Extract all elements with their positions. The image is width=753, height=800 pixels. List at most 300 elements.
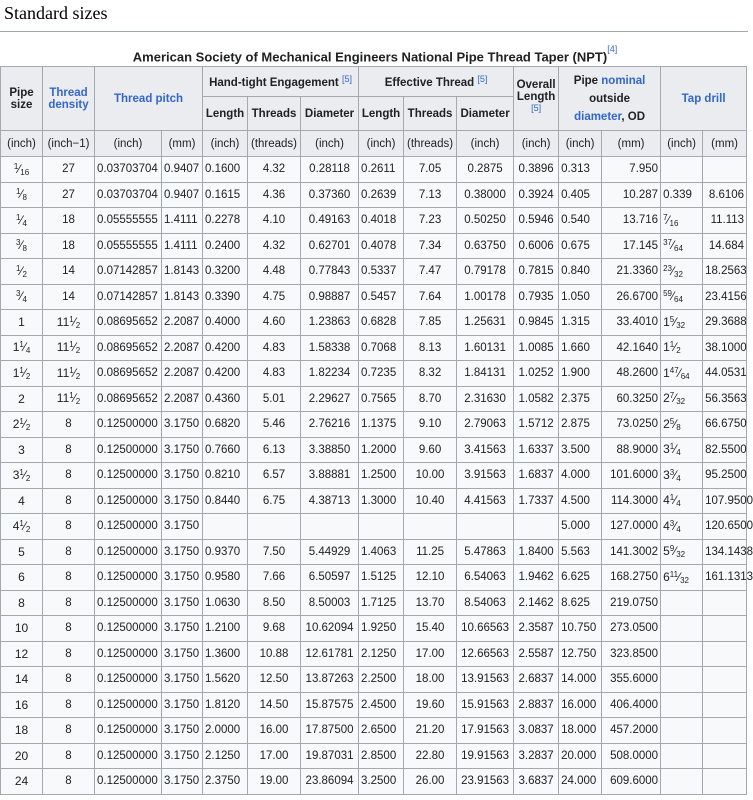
od-inch-cell: 1.315	[559, 310, 602, 336]
hand-diameter-cell: 12.61781	[301, 641, 359, 667]
hand-threads-cell: 19.00	[248, 769, 301, 795]
tap-inch-cell: $1^{47}⁄64$	[661, 361, 703, 387]
fraction-whole: 3	[12, 467, 20, 482]
fraction-whole: 2	[663, 391, 670, 406]
od-inch-cell: 2.875	[559, 412, 602, 438]
fraction-denominator: 2	[22, 269, 27, 279]
fraction-numerator: 1	[69, 365, 74, 375]
thread-density-cell: 8	[43, 590, 95, 616]
unit-header: (threads)	[248, 131, 301, 157]
tap-mm-cell: 134.1438	[703, 539, 747, 565]
fraction-whole: 1	[12, 340, 20, 355]
thread-density-cell: 8	[43, 565, 95, 591]
fraction-whole: 2	[12, 416, 20, 431]
od-mm-cell: 141.3002	[602, 539, 661, 565]
table-row	[1, 539, 747, 565]
unit-header: (inch)	[457, 131, 514, 157]
pitch-inch-cell: 0.12500000	[95, 667, 162, 693]
pitch-mm-cell: 0.9407	[162, 157, 203, 183]
eff-threads-cell: 7.23	[404, 208, 457, 234]
overall-length-cell: 1.5712	[514, 412, 559, 438]
fraction-numerator: 37	[663, 238, 672, 248]
hand-threads-cell: 5.46	[248, 412, 301, 438]
eff-length-cell: 2.8500	[359, 743, 404, 769]
thread-density-cell: 27	[43, 182, 95, 208]
tap-mm-cell: 161.1313	[703, 565, 747, 591]
fraction-whole: 24	[14, 774, 29, 789]
overall-length-cell: 2.5587	[514, 641, 559, 667]
thread-density-cell: 14	[43, 284, 95, 310]
pitch-mm-cell: 3.1750	[162, 565, 203, 591]
hand-length-cell: 0.7660	[203, 437, 248, 463]
od-inch-cell: 8.625	[559, 590, 602, 616]
tap-inch-cell: $2^7⁄32$	[661, 386, 703, 412]
eff-length-cell: 2.1250	[359, 641, 404, 667]
hand-threads-cell: 7.66	[248, 565, 301, 591]
pitch-inch-cell: 0.12500000	[95, 769, 162, 795]
pipe-size-cell: $4^1⁄2$	[1, 514, 43, 540]
eff-threads-cell: 11.25	[404, 539, 457, 565]
pitch-inch-cell: 0.08695652	[95, 310, 162, 336]
od-inch-cell: 10.750	[559, 616, 602, 642]
overall-length-cell: 3.6837	[514, 769, 559, 795]
eff-diameter-cell: 1.84131	[457, 361, 514, 387]
eff-diameter-cell: 1.25631	[457, 310, 514, 336]
tap-inch-cell	[661, 718, 703, 744]
pipe-size-cell	[1, 769, 43, 795]
pipe-size-cell	[1, 539, 43, 565]
eff-diameter-cell	[457, 514, 514, 540]
pitch-inch-cell: 0.12500000	[95, 692, 162, 718]
eff-length-cell: 0.7068	[359, 335, 404, 361]
od-inch-cell: 5.000	[559, 514, 602, 540]
fraction-denominator: 32	[676, 320, 686, 330]
pipe-size-cell	[1, 565, 43, 591]
hand-diameter-cell: 4.38713	[301, 488, 359, 514]
pitch-mm-cell: 1.4111	[162, 233, 203, 259]
tap-inch-cell	[661, 641, 703, 667]
fraction-whole: 2	[18, 391, 25, 406]
header-hand-tight	[203, 67, 359, 97]
od-inch-cell: 18.000	[559, 718, 602, 744]
overall-length-cell: 1.0252	[514, 361, 559, 387]
pipe-size-cell	[1, 616, 43, 642]
overall-length-cell: 1.8400	[514, 539, 559, 565]
hand-diameter-cell: 1.23863	[301, 310, 359, 336]
hand-threads-cell: 4.60	[248, 310, 301, 336]
eff-diameter-cell: 0.50250	[457, 208, 514, 234]
fraction-denominator: 64	[680, 371, 690, 381]
od-mm-cell: 273.0500	[602, 616, 661, 642]
tap-inch-cell	[661, 692, 703, 718]
pitch-mm-cell: 3.1750	[162, 641, 203, 667]
hand-length-cell: 0.3200	[203, 259, 248, 285]
od-mm-cell: 323.8500	[602, 641, 661, 667]
hand-tight-ref[interactable]: [5]	[341, 74, 352, 84]
overall-length-cell: 3.2837	[514, 743, 559, 769]
pipe-size-cell: $^1$⁄4	[1, 208, 43, 234]
fraction-denominator: 16	[669, 218, 679, 228]
fraction-denominator: 64	[674, 295, 683, 305]
hand-diameter-cell: 2.76216	[301, 412, 359, 438]
pitch-inch-cell: 0.12500000	[95, 488, 162, 514]
overall-length-cell: 1.7337	[514, 488, 559, 514]
pitch-inch-cell: 0.12500000	[95, 743, 162, 769]
od-mm-cell: 355.6000	[602, 667, 661, 693]
hand-length-cell: 1.5620	[203, 667, 248, 693]
unit-header: (inch−1)	[43, 131, 95, 157]
fraction-whole: 1	[663, 340, 670, 355]
tap-inch-cell: $1^1⁄2$	[661, 335, 703, 361]
tap-mm-cell: 18.2563	[703, 259, 747, 285]
od-mm-cell: 88.9000	[602, 437, 661, 463]
eff-threads-cell: 8.70	[404, 386, 457, 412]
table-row	[1, 718, 747, 744]
unit-header: (mm)	[703, 131, 747, 157]
fraction-denominator: 2	[25, 422, 31, 432]
subheader-eff-diameter: Diameter	[457, 97, 514, 131]
eff-length-cell: 1.2000	[359, 437, 404, 463]
thread-density-cell: 8	[43, 718, 95, 744]
hand-threads-cell: 6.57	[248, 463, 301, 489]
pitch-inch-cell: 0.12500000	[95, 590, 162, 616]
eff-threads-cell: 13.70	[404, 590, 457, 616]
eff-length-cell: 0.2639	[359, 182, 404, 208]
fraction-denominator: 2	[75, 371, 81, 381]
pitch-inch-cell: 0.05555555	[95, 233, 162, 259]
hand-threads-cell: 7.50	[248, 539, 301, 565]
thread-density-cell: $11^1⁄2$	[43, 361, 95, 387]
table-body	[1, 157, 753, 795]
fraction-whole: 1	[12, 365, 20, 380]
overall-length-cell: 1.0582	[514, 386, 559, 412]
od-mm-cell: 10.287	[602, 182, 661, 208]
pitch-inch-cell: 0.12500000	[95, 641, 162, 667]
eff-threads-cell: 7.34	[404, 233, 457, 259]
fraction-numerator: 3	[16, 238, 21, 248]
hand-threads-cell: 4.32	[248, 233, 301, 259]
fraction-whole: 18	[14, 723, 29, 738]
thread-density-cell: 8	[43, 667, 95, 693]
hand-length-cell: 1.2100	[203, 616, 248, 642]
fraction-denominator: 2	[25, 473, 31, 483]
overall-length-cell: 0.3924	[514, 182, 559, 208]
hand-length-cell: 0.1600	[203, 157, 248, 183]
table-row	[1, 208, 747, 234]
thread-density-cell: 8	[43, 412, 95, 438]
thread-density-cell: 8	[43, 463, 95, 489]
table-row	[1, 667, 747, 693]
overall-label: Overall Length	[516, 79, 556, 103]
effective-ref[interactable]: [5]	[477, 74, 488, 84]
od-inch-cell: 5.563	[559, 539, 602, 565]
tap-mm-cell: 23.4156	[703, 284, 747, 310]
hand-diameter-cell: 5.44929	[301, 539, 359, 565]
fraction-whole: 4	[18, 493, 25, 508]
hand-diameter-cell: 17.87500	[301, 718, 359, 744]
eff-length-cell: 1.2500	[359, 463, 404, 489]
fraction-whole: 5	[663, 544, 670, 559]
fraction-numerator: 9	[669, 544, 675, 554]
od-mm-cell: 508.0000	[602, 743, 661, 769]
pipe-size-cell	[1, 310, 43, 336]
fraction-whole: 6	[663, 569, 670, 584]
hand-diameter-cell: 1.82234	[301, 361, 359, 387]
subheader-eff-length: Length	[359, 97, 404, 131]
thread-density-cell: $11^1⁄2$	[43, 386, 95, 412]
overall-length-cell: 1.6337	[514, 437, 559, 463]
pitch-mm-cell: 1.8143	[162, 259, 203, 285]
pitch-mm-cell: 3.1750	[162, 667, 203, 693]
table-row	[1, 361, 747, 387]
hand-tight-label: Hand-tight Engagement	[209, 77, 339, 89]
pitch-mm-cell: 3.1750	[162, 463, 203, 489]
tap-inch-cell: $^{59}$⁄64	[661, 284, 703, 310]
od-mm-cell: 127.0000	[602, 514, 661, 540]
fraction-denominator: 32	[680, 575, 689, 585]
table-row	[1, 386, 747, 412]
hand-diameter-cell: 3.38850	[301, 437, 359, 463]
fraction-numerator: 3	[669, 467, 675, 477]
eff-threads-cell: 7.05	[404, 157, 457, 183]
eff-length-cell: 0.4078	[359, 233, 404, 259]
fraction-numerator: 7	[669, 391, 675, 401]
eff-length-cell: 0.5337	[359, 259, 404, 285]
eff-diameter-cell: 5.47863	[457, 539, 514, 565]
hand-diameter-cell: 0.28118	[301, 157, 359, 183]
thread-density-cell: 8	[43, 514, 95, 540]
tap-inch-cell: $^{23}$⁄32	[661, 259, 703, 285]
pitch-mm-cell: 2.2087	[162, 386, 203, 412]
fraction-numerator: 1	[69, 340, 74, 350]
tap-mm-cell: 82.5500	[703, 437, 747, 463]
od-mm-cell: 21.3360	[602, 259, 661, 285]
pipe-size-cell: $1^1⁄4$	[1, 335, 43, 361]
thread-density-cell: $11^1⁄2$	[43, 310, 95, 336]
hand-length-cell: 1.0630	[203, 590, 248, 616]
od-inch-cell: 20.000	[559, 743, 602, 769]
overall-length-cell: 3.0837	[514, 718, 559, 744]
unit-header: (threads)	[404, 131, 457, 157]
fraction-denominator: 4	[676, 499, 681, 509]
thread-density-cell: 14	[43, 259, 95, 285]
eff-diameter-cell: 3.41563	[457, 437, 514, 463]
header-thread-density[interactable]: Thread density	[43, 67, 95, 131]
pitch-inch-cell: 0.12500000	[95, 514, 162, 540]
fraction-denominator: 32	[676, 550, 686, 560]
hand-threads-cell: 12.50	[248, 667, 301, 693]
hand-length-cell: 0.2400	[203, 233, 248, 259]
tap-inch-cell: $3^3⁄4$	[661, 463, 703, 489]
hand-length-cell: 0.4000	[203, 310, 248, 336]
od-inch-cell: 4.500	[559, 488, 602, 514]
eff-diameter-cell: 10.66563	[457, 616, 514, 642]
fraction-numerator: 1	[69, 314, 74, 324]
eff-diameter-cell: 4.41563	[457, 488, 514, 514]
fraction-denominator: 4	[22, 295, 27, 305]
thread-density-cell: 18	[43, 233, 95, 259]
pitch-mm-cell: 1.8143	[162, 284, 203, 310]
eff-length-cell: 0.2611	[359, 157, 404, 183]
fraction-denominator: 2	[25, 371, 31, 381]
pitch-mm-cell: 1.4111	[162, 208, 203, 234]
pitch-inch-cell: 0.07142857	[95, 259, 162, 285]
od-mm-cell: 168.2750	[602, 565, 661, 591]
tap-mm-cell	[703, 743, 747, 769]
pipe-od-diameter-link[interactable]: diameter	[574, 110, 622, 123]
fraction-whole: 14	[14, 672, 29, 687]
overall-length-cell: 0.5946	[514, 208, 559, 234]
eff-diameter-cell: 0.38000	[457, 182, 514, 208]
hand-diameter-cell: 0.77843	[301, 259, 359, 285]
eff-length-cell: 3.2500	[359, 769, 404, 795]
pipe-size-cell	[1, 718, 43, 744]
table-row	[1, 233, 747, 259]
tap-mm-cell: 29.3688	[703, 310, 747, 336]
thread-density-cell: 8	[43, 743, 95, 769]
overall-length-cell: 2.1462	[514, 590, 559, 616]
eff-length-cell: 1.1375	[359, 412, 404, 438]
fraction-whole: 4	[663, 493, 670, 508]
fraction-numerator: 23	[663, 263, 672, 273]
unit-header: (inch)	[301, 131, 359, 157]
pipe-od-outside: outside	[589, 92, 631, 105]
table-row	[1, 157, 747, 183]
caption-text: American Society of Mechanical Engineers National Pipe Thread Taper (NPT)	[132, 49, 608, 65]
pitch-mm-cell: 3.1750	[162, 539, 203, 565]
fraction-numerator: 1	[669, 442, 675, 452]
table-row	[1, 284, 747, 310]
eff-threads-cell: 8.13	[404, 335, 457, 361]
pipe-size-cell	[1, 386, 43, 412]
hand-length-cell: 0.9370	[203, 539, 248, 565]
pitch-mm-cell: 3.1750	[162, 743, 203, 769]
overall-ref[interactable]: [5]	[531, 103, 542, 113]
fraction-whole: 3	[663, 442, 670, 457]
hand-threads-cell: 5.01	[248, 386, 301, 412]
od-inch-cell: 3.500	[559, 437, 602, 463]
caption-ref-link[interactable]: [4]	[607, 44, 618, 54]
od-mm-cell: 101.6000	[602, 463, 661, 489]
section-heading: Standard sizes	[4, 3, 108, 23]
fraction-denominator: 4	[676, 524, 681, 534]
eff-length-cell	[359, 514, 404, 540]
header-pipe-size: Pipe size	[1, 67, 43, 131]
header-thread-pitch[interactable]: Thread pitch	[95, 67, 203, 131]
fraction-denominator: 32	[676, 397, 686, 407]
hand-length-cell: 0.4200	[203, 361, 248, 387]
hand-length-cell: 0.6820	[203, 412, 248, 438]
pitch-inch-cell: 0.08695652	[95, 361, 162, 387]
fraction-denominator: 2	[676, 346, 681, 356]
eff-diameter-cell: 3.91563	[457, 463, 514, 489]
hand-length-cell: 0.4360	[203, 386, 248, 412]
fraction-numerator: 1	[19, 340, 24, 350]
pipe-size-cell	[1, 488, 43, 514]
subheader-hand-diameter: Diameter	[301, 97, 359, 131]
od-mm-cell: 48.2600	[602, 361, 661, 387]
fraction-denominator: 4	[25, 346, 31, 356]
pipe-size-cell: $1^1⁄2$	[1, 361, 43, 387]
pitch-inch-cell: 0.05555555	[95, 208, 162, 234]
od-inch-cell: 4.000	[559, 463, 602, 489]
fraction-whole: 5	[18, 544, 25, 559]
unit-header: (mm)	[162, 131, 203, 157]
eff-length-cell: 0.7565	[359, 386, 404, 412]
od-inch-cell: 0.840	[559, 259, 602, 285]
od-mm-cell: 114.3000	[602, 488, 661, 514]
eff-threads-cell: 7.13	[404, 182, 457, 208]
pitch-inch-cell: 0.12500000	[95, 437, 162, 463]
od-mm-cell: 609.6000	[602, 769, 661, 795]
pipe-size-cell: $3^1⁄2$	[1, 463, 43, 489]
fraction-denominator: 2	[75, 397, 81, 407]
od-inch-cell: 1.050	[559, 284, 602, 310]
fraction-denominator: 32	[674, 269, 683, 279]
overall-length-cell	[514, 514, 559, 540]
eff-diameter-cell: 15.91563	[457, 692, 514, 718]
pipe-size-cell	[1, 590, 43, 616]
fraction-numerator: 1	[669, 493, 675, 503]
fraction-numerator: 1	[19, 518, 24, 528]
pitch-mm-cell: 3.1750	[162, 488, 203, 514]
fraction-whole: 11	[56, 365, 70, 380]
header-tap-drill[interactable]: Tap drill	[661, 67, 747, 131]
eff-threads-cell: 10.40	[404, 488, 457, 514]
fraction-numerator: 11	[669, 569, 679, 579]
od-inch-cell: 16.000	[559, 692, 602, 718]
eff-diameter-cell: 23.91563	[457, 769, 514, 795]
hand-diameter-cell: 15.87575	[301, 692, 359, 718]
pitch-inch-cell: 0.08695652	[95, 335, 162, 361]
hand-diameter-cell: 2.29627	[301, 386, 359, 412]
tap-mm-cell: 56.3563	[703, 386, 747, 412]
hand-diameter-cell: 8.50003	[301, 590, 359, 616]
fraction-whole: 3	[18, 442, 25, 457]
od-mm-cell: 73.0250	[602, 412, 661, 438]
eff-length-cell: 1.5125	[359, 565, 404, 591]
od-mm-cell: 60.3250	[602, 386, 661, 412]
tap-inch-cell: 0.339	[661, 182, 703, 208]
table-row	[1, 692, 747, 718]
fraction-numerator: 1	[19, 365, 24, 375]
eff-threads-cell: 7.85	[404, 310, 457, 336]
fraction-numerator: 7	[663, 212, 668, 222]
hand-diameter-cell: 0.62701	[301, 233, 359, 259]
tap-inch-cell: $2^5⁄8$	[661, 412, 703, 438]
hand-length-cell: 0.1615	[203, 182, 248, 208]
eff-threads-cell: 19.60	[404, 692, 457, 718]
fraction-numerator: 3	[669, 518, 675, 528]
fraction-numerator: 5	[669, 416, 675, 426]
fraction-denominator: 16	[20, 167, 30, 177]
od-inch-cell: 6.625	[559, 565, 602, 591]
tap-inch-cell: $^7$⁄16	[661, 208, 703, 234]
fraction-whole: 12	[14, 646, 29, 661]
fraction-whole: 8	[18, 595, 25, 610]
pitch-mm-cell: 3.1750	[162, 692, 203, 718]
table-row	[1, 590, 747, 616]
pipe-od-nominal-link[interactable]: nominal	[601, 74, 646, 87]
tap-inch-cell: $5^9⁄32$	[661, 539, 703, 565]
fraction-denominator: 2	[75, 346, 81, 356]
eff-length-cell: 2.4500	[359, 692, 404, 718]
od-inch-cell: 12.750	[559, 641, 602, 667]
pipe-size-cell: $^1$⁄2	[1, 259, 43, 285]
unit-header: (inch)	[359, 131, 404, 157]
unit-header: (inch)	[1, 131, 43, 157]
eff-threads-cell: 21.20	[404, 718, 457, 744]
